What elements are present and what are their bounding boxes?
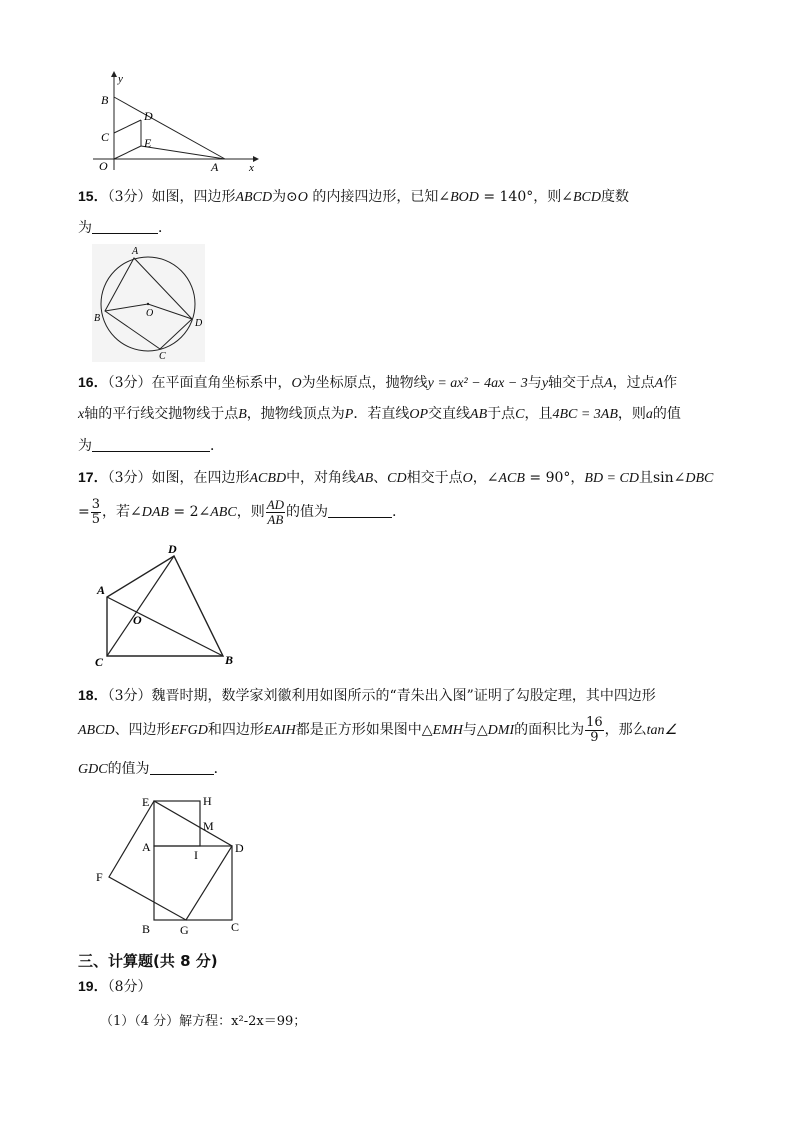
q17-equals: = xyxy=(78,504,90,520)
q18-text: 与 xyxy=(462,722,477,738)
q17-line1 xyxy=(78,467,713,489)
q17-text: 中，对角线 xyxy=(286,470,357,486)
q16-text: 轴的平行线交抛物线于点 xyxy=(84,406,239,422)
q18-tan: tan∠ xyxy=(646,723,678,738)
q17-text: ，∠ xyxy=(472,470,499,486)
q16-var-C: C xyxy=(515,407,525,422)
q18-text: 的值为 xyxy=(107,761,150,777)
q15-number: 15． xyxy=(78,188,108,204)
q16-text: ，抛物线顶点为 xyxy=(246,406,345,422)
diagonal-CD xyxy=(107,556,174,656)
q17-text: ，若∠ xyxy=(102,504,142,520)
q16-var-A: A xyxy=(654,376,664,391)
segment-OE xyxy=(114,146,141,159)
q15-line2 xyxy=(78,218,172,238)
q15-text-a: 如图，四边形 xyxy=(151,189,236,205)
q15-answer-blank[interactable] xyxy=(92,219,158,234)
label-y: y xyxy=(118,73,123,85)
q17-line2 xyxy=(78,494,397,531)
label-A: A xyxy=(132,246,139,257)
q16-text: 在平面直角坐标系中， xyxy=(151,375,292,391)
label-D: D xyxy=(168,542,177,556)
line-BA xyxy=(114,97,225,159)
label-E: E xyxy=(144,136,152,150)
q16-text: 为 xyxy=(78,438,92,454)
q18-score: （3分） xyxy=(107,688,152,704)
triangle-icon: △ xyxy=(421,722,433,738)
q18-var-EFGD: EFGD xyxy=(170,723,208,738)
q15-score: （3分） xyxy=(107,189,152,205)
q15-circle-O: O xyxy=(297,190,308,205)
q17-fraction-ratio xyxy=(266,498,285,527)
q16-text: 的值 xyxy=(652,406,681,422)
label-O: O xyxy=(99,159,108,173)
q19-sub1: （1）（4 分）解方程：x²-2x＝99； xyxy=(100,1014,307,1029)
q16-end: ． xyxy=(210,438,224,454)
segment-CD xyxy=(114,120,141,133)
q18-text: 、四边形 xyxy=(114,722,171,738)
q17-condition: BD = CD xyxy=(584,471,639,486)
q16-var-O: O xyxy=(291,376,302,391)
figure-q15 xyxy=(92,244,205,362)
label-C: C xyxy=(101,130,110,144)
q16-answer-blank[interactable] xyxy=(92,437,210,452)
q19-header xyxy=(78,976,152,997)
q16-text: 作 xyxy=(663,375,678,391)
q16-text: 为坐标原点，抛物线 xyxy=(301,375,428,391)
q17-quad: ACBD xyxy=(249,471,287,486)
q15-text-f: 为 xyxy=(78,220,92,236)
q16-text: ，则 xyxy=(617,406,646,422)
q18-end: ． xyxy=(213,761,228,777)
q16-parabola-equation: y = ax² − 4ax − 3 xyxy=(427,376,528,391)
q16-var-A: A xyxy=(604,376,613,391)
q16-text: 于点 xyxy=(487,406,516,422)
q18-text: 的面积比为 xyxy=(514,722,585,738)
q17-end: . xyxy=(392,504,397,520)
q17-var-CD: CD xyxy=(387,471,407,486)
label-D: D xyxy=(195,318,203,329)
diagonal-AB xyxy=(107,597,223,656)
q19-score: （8分） xyxy=(107,979,152,995)
q17-var-AB: AB xyxy=(356,471,374,486)
q17-angle-DAB: DAB xyxy=(141,505,169,520)
section-3-title: 三、计算题(共 8 分) xyxy=(78,952,218,970)
q17-answer-blank[interactable] xyxy=(328,503,392,518)
q16-text: ．若直线 xyxy=(353,406,410,422)
q17-text: ，则 xyxy=(236,504,265,520)
q16-condition: 4BC = 3AB xyxy=(552,407,618,422)
q18-var-ABCD: ABCD xyxy=(78,723,115,738)
label-C: C xyxy=(231,920,240,934)
q15-angle-BOD: BOD xyxy=(450,190,479,205)
q16-text: 与 xyxy=(527,375,542,391)
q16-text: 轴交于点 xyxy=(548,375,605,391)
q16-line1 xyxy=(78,372,677,394)
q18-var-EAIH: EAIH xyxy=(263,723,296,738)
q18-text: 都是正方形如果图中 xyxy=(295,722,422,738)
q16-var-B: B xyxy=(238,407,247,422)
q18-text: 魏晋时期，数学家刘徽利用如图所示的“青朱出入图”证明了勾股定理，其中四边形 xyxy=(151,688,656,704)
fraction-denominator: 5 xyxy=(91,511,101,527)
center-dot xyxy=(147,303,149,305)
triangle-icon: △ xyxy=(476,722,488,738)
q16-var-OP: OP xyxy=(409,407,429,422)
q18-text: 和四边形 xyxy=(207,722,264,738)
q16-var-P: P xyxy=(344,407,354,422)
fraction-numerator: 3 xyxy=(91,496,101,512)
fraction-denominator: 9 xyxy=(590,729,599,745)
label-C: C xyxy=(159,351,166,362)
label-A: A xyxy=(142,840,151,854)
q15-text-d: = 140°，则∠ xyxy=(478,189,573,205)
fraction-numerator: AD xyxy=(266,496,285,512)
q15-end: ． xyxy=(158,220,172,236)
q18-line2 xyxy=(78,712,677,749)
y-axis-arrow-icon xyxy=(111,71,117,77)
label-B: B xyxy=(94,313,101,324)
q17-text: = 2∠ xyxy=(168,504,211,520)
q15-line1 xyxy=(78,186,629,208)
q17-text: 相交于点 xyxy=(406,470,463,486)
q17-fraction-sin xyxy=(91,498,101,527)
fraction-denominator: AB xyxy=(267,511,284,527)
label-I: I xyxy=(194,848,198,862)
q15-text-b: 为⊙ xyxy=(272,189,298,205)
label-A: A xyxy=(211,160,219,174)
q17-text: 如图，在四边形 xyxy=(151,470,250,486)
label-D: D xyxy=(144,109,153,123)
label-F: F xyxy=(96,870,103,884)
label-O: O xyxy=(146,308,154,319)
q18-fraction xyxy=(585,716,604,745)
q16-text: 交直线 xyxy=(428,406,471,422)
q18-number: 18． xyxy=(78,687,108,703)
label-C: C xyxy=(95,655,104,669)
x-axis-arrow-icon xyxy=(253,156,259,162)
q17-angle-ACB: ACB xyxy=(498,471,525,486)
q16-line2 xyxy=(78,404,681,425)
q18-answer-blank[interactable] xyxy=(150,760,214,775)
q17-angle-ABC: ABC xyxy=(210,505,237,520)
q17-sin: sin∠ xyxy=(652,470,686,486)
q17-text: = 90°， xyxy=(524,470,585,486)
q17-text: 的值为 xyxy=(286,504,329,520)
q18-var-DMI: DMI xyxy=(487,723,515,738)
label-G: G xyxy=(180,923,189,937)
q17-score: （3分） xyxy=(107,470,152,486)
label-B: B xyxy=(225,653,234,667)
q16-text: ，过点 xyxy=(612,375,655,391)
label-A: A xyxy=(97,583,106,597)
q17-number: 17． xyxy=(78,469,108,485)
label-H: H xyxy=(203,794,212,808)
q17-var-O: O xyxy=(462,471,473,486)
q19-number: 19． xyxy=(78,978,108,994)
q16-number: 16． xyxy=(78,374,108,390)
q15-text-c: 的内接四边形，已知∠ xyxy=(307,189,451,205)
q18-text: ，那么 xyxy=(604,722,647,738)
q16-text: ，且 xyxy=(524,406,553,422)
figure-q18 xyxy=(92,790,252,940)
q16-var-AB: AB xyxy=(470,407,488,422)
q16-line3 xyxy=(78,436,224,456)
q18-line1 xyxy=(78,685,656,706)
label-E: E xyxy=(142,795,150,809)
q17-text: 、 xyxy=(373,470,388,486)
label-O: O xyxy=(133,613,142,627)
label-D: D xyxy=(235,841,244,855)
q16-var-y: y xyxy=(541,376,549,391)
fraction-numerator: 16 xyxy=(586,714,603,730)
q15-quad: ABCD xyxy=(235,190,273,205)
label-B: B xyxy=(142,922,151,936)
segment-FD xyxy=(109,846,232,877)
q16-var-a: a xyxy=(645,407,653,422)
q15-text-e: 度数 xyxy=(600,189,629,205)
figure-q14 xyxy=(88,70,260,175)
q18-var-EMH: EMH xyxy=(432,723,463,738)
q15-angle-BCD: BCD xyxy=(572,190,601,205)
q16-score: （3分） xyxy=(107,375,152,391)
q17-angle-DBC: DBC xyxy=(685,471,714,486)
q16-var-x: x xyxy=(78,407,85,422)
label-x: x xyxy=(249,162,254,174)
label-M: M xyxy=(203,819,214,833)
q17-text: 且 xyxy=(638,470,653,486)
q18-line3 xyxy=(78,759,228,780)
label-B: B xyxy=(101,93,109,107)
q18-angle-GDC: GDC xyxy=(78,762,108,777)
figure-q17 xyxy=(92,540,242,670)
